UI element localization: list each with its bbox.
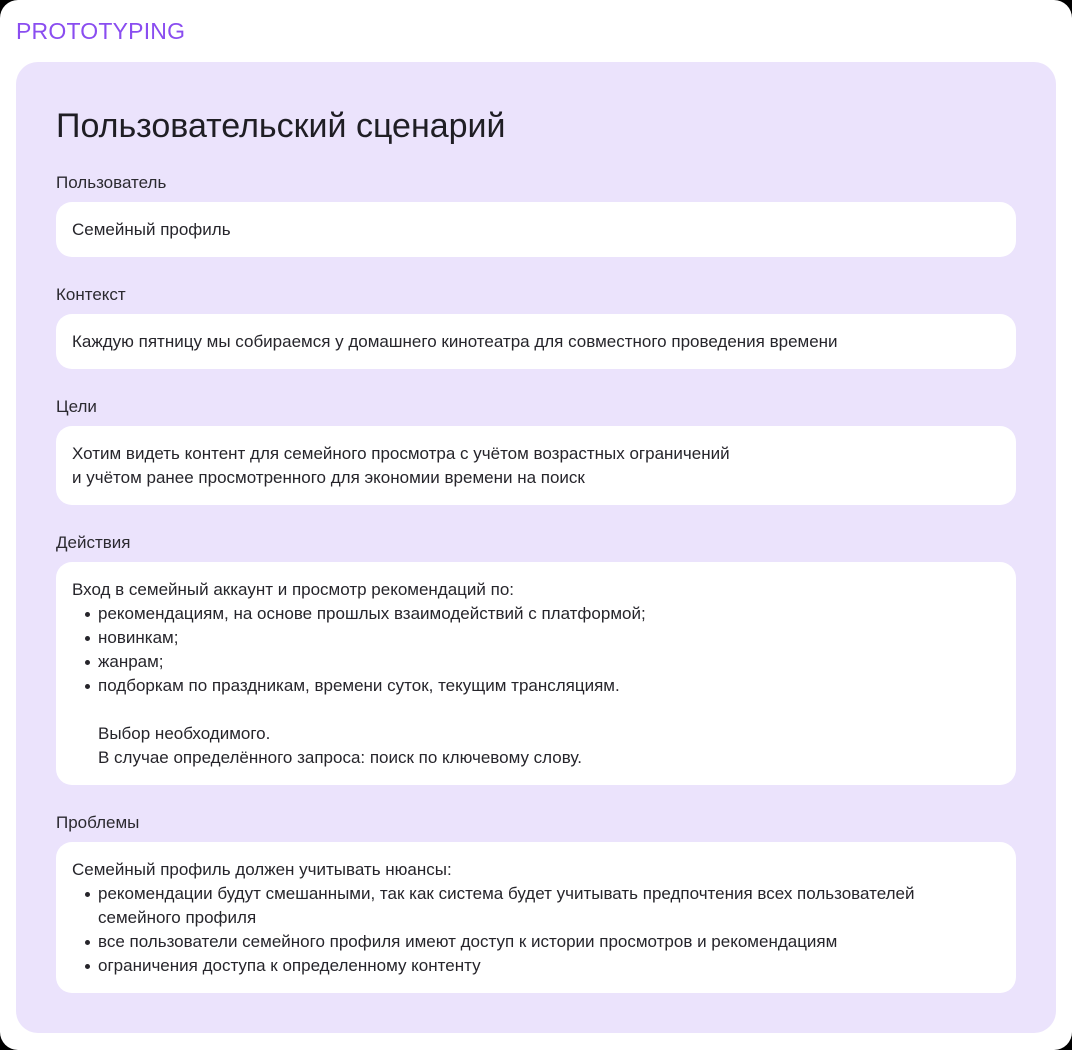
context-value: Каждую пятницу мы собираемся у домашнего кинотеатра для совместного проведения времени [72,332,838,351]
section-label-goals: Цели [56,397,97,416]
section-label-problems: Проблемы [56,813,140,832]
actions-list [72,602,1000,698]
context-field [56,314,1016,369]
problems-list [72,882,1000,978]
problems-intro: Семейный профиль должен учитывать нюансы: [72,860,452,879]
goals-field [56,426,1016,505]
user-value: Семейный профиль [72,220,231,239]
section-label-context: Контекст [56,285,126,304]
user-scenario-panel [16,62,1056,1033]
page-title: Пользовательский сценарий [56,107,506,145]
problems-field [56,842,1016,993]
list-item: жанрам; [98,650,1000,674]
list-item: все пользователи семейного профиля имеют доступ к истории просмотров и рекомендациям [98,930,980,954]
section-label-actions: Действия [56,533,131,552]
user-field [56,202,1016,257]
actions-outro-line: Выбор необходимого. [98,724,271,743]
section-label-user: Пользователь [56,173,167,192]
actions-field [56,562,1016,785]
list-item: рекомендациям, на основе прошлых взаимодействий с платформой; [98,602,1000,626]
list-item: рекомендации будут смешанными, так как система будет учитывать предпочтения всех пользователей семейного профиля [98,882,980,930]
goals-line: и учётом ранее просмотренного для экономии времени на поиск [72,468,585,487]
brand-label: PROTOTYPING [16,18,186,44]
actions-outro-line: В случае определённого запроса: поиск по ключевому слову. [98,748,582,767]
list-item: новинкам; [98,626,1000,650]
list-item: ограничения доступа к определенному контенту [98,954,980,978]
spacer [72,698,1000,722]
actions-intro: Вход в семейный аккаунт и просмотр рекомендаций по: [72,580,515,599]
list-item: подборкам по праздникам, времени суток, текущим трансляциям. [98,674,1000,698]
goals-line: Хотим видеть контент для семейного просмотра с учётом возрастных ограничений [72,444,730,463]
